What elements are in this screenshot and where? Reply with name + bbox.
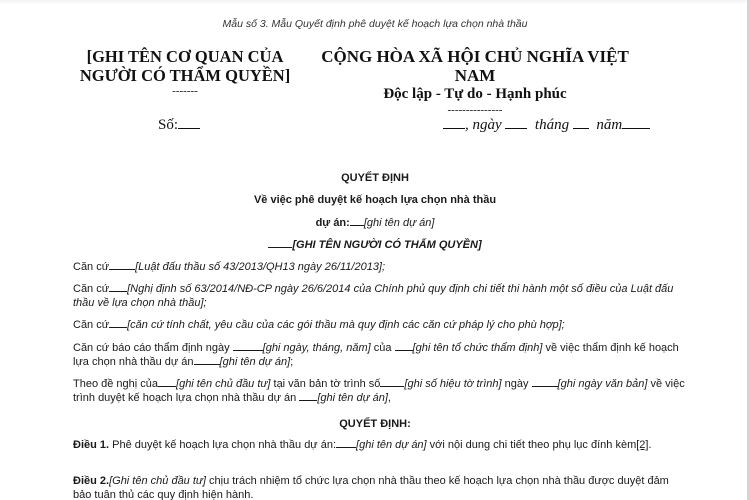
blank bbox=[233, 341, 263, 351]
document-number bbox=[158, 117, 200, 134]
basis-prefix: Căn cứ bbox=[73, 261, 110, 273]
month-label: tháng bbox=[534, 117, 570, 133]
number-label: Số: bbox=[158, 117, 179, 133]
project-blank bbox=[350, 216, 364, 226]
basis-prefix: Căn cứ bbox=[73, 283, 110, 295]
project-label: dự án: bbox=[315, 217, 350, 229]
placeholder: [ghi tên tổ chức thẩm định] bbox=[412, 342, 543, 354]
project-placeholder: [ghi tên dự án] bbox=[363, 217, 435, 229]
authority-blank bbox=[268, 238, 292, 248]
placeholder: [ghi tên chủ đầu tư] bbox=[176, 378, 271, 390]
basis-text: [căn cứ tính chất, yêu cầu của các gói thầu mà quy định các căn cứ pháp lý cho phù hợp]; bbox=[127, 319, 565, 331]
text: về việc trình duyệt kế hoạch lựa chọn nhà thầu dự án bbox=[73, 378, 685, 404]
year-blank bbox=[622, 117, 650, 129]
document-date bbox=[443, 117, 650, 134]
national-header bbox=[300, 47, 650, 116]
authority-separator: ------- bbox=[172, 85, 198, 97]
text: chịu trách nhiệm tổ chức lựa chọn nhà thầu theo kế hoạch lựa chọn nhà thầu được duyệt đảm bảo tuân thủ các quy định hiện hành. bbox=[73, 475, 669, 500]
day-blank bbox=[505, 117, 527, 129]
authority-placeholder: [GHI TÊN NGƯỜI CÓ THẨM QUYỀN] bbox=[292, 239, 482, 251]
basis-text: [Nghị định số 63/2014/NĐ-CP ngày 26/6/2014 của Chính phủ quy định chi tiết thi hành một số điều của Luật đấu thầu về lựa chọn nhà thầu]; bbox=[73, 283, 674, 309]
blank bbox=[194, 355, 220, 365]
decision-project bbox=[0, 216, 750, 229]
text: , bbox=[387, 392, 391, 404]
article-1 bbox=[73, 438, 685, 452]
decision-heading: QUYẾT ĐỊNH: bbox=[339, 418, 411, 430]
number-blank bbox=[178, 117, 200, 129]
basis-blank bbox=[109, 318, 127, 328]
authority-line-2: NGƯỜI CÓ THẨM QUYỀN] bbox=[79, 66, 291, 85]
proposal-basis bbox=[73, 377, 685, 405]
placeholder: [ghi ngày, tháng, năm] bbox=[262, 342, 371, 354]
text: ; bbox=[290, 356, 294, 368]
legal-basis-3 bbox=[73, 318, 685, 332]
text: với nội dung chi tiết theo phụ lục đính kèm bbox=[426, 439, 637, 451]
basis-blank bbox=[109, 282, 127, 292]
form-caption: Mẫu số 3. Mẫu Quyết định phê duyệt kế hoạch lựa chọn nhà thầu bbox=[222, 18, 528, 30]
national-title: CỘNG HÒA XÃ HỘI CHỦ NGHĨA VIỆT NAM bbox=[321, 47, 629, 85]
text: tại văn bản tờ trình số bbox=[270, 378, 381, 390]
text: Theo đề nghị của bbox=[73, 378, 159, 390]
text: Phê duyệt kế hoạch lựa chọn nhà thầu dự án: bbox=[109, 439, 337, 451]
placeholder: [ghi số hiệu tờ trình] bbox=[404, 378, 502, 390]
basis-blank bbox=[109, 260, 135, 270]
placeholder: [ghi tên dự án] bbox=[356, 439, 427, 451]
national-motto: Độc lập - Tự do - Hạnh phúc bbox=[383, 86, 567, 102]
footnote-link[interactable]: [2] bbox=[636, 439, 649, 451]
national-separator: --------------- bbox=[447, 104, 503, 116]
blank bbox=[299, 391, 317, 401]
page-top-shadow bbox=[0, 0, 747, 4]
text: về việc thẩm định kế hoạch lựa chọn nhà thầu dự án bbox=[73, 342, 679, 368]
decision-subject: Về việc phê duyệt kế hoạch lựa chọn nhà thầu bbox=[253, 194, 497, 206]
text: Căn cứ báo cáo thẩm định ngày bbox=[73, 342, 233, 354]
authority-line-1: [GHI TÊN CƠ QUAN CỦA bbox=[86, 47, 284, 66]
placeholder: [ghi tên dự án] bbox=[317, 392, 388, 404]
basis-text: [Luật đấu thầu số 43/2013/QH13 ngày 26/11/2013]; bbox=[135, 261, 386, 273]
blank bbox=[380, 377, 404, 387]
text: . bbox=[648, 439, 652, 451]
article-2 bbox=[73, 474, 685, 500]
text: của bbox=[370, 342, 395, 354]
placeholder: [ghi tên dự án] bbox=[219, 356, 291, 368]
place-blank bbox=[443, 117, 465, 129]
blank bbox=[532, 377, 558, 387]
placeholder: [Ghi tên chủ đầu tư] bbox=[109, 475, 206, 487]
blank bbox=[158, 377, 176, 387]
day-label: , ngày bbox=[465, 117, 502, 133]
appraisal-basis bbox=[73, 341, 685, 369]
legal-basis-1 bbox=[73, 260, 685, 274]
text: ngày bbox=[501, 378, 532, 390]
blank bbox=[336, 438, 356, 448]
month-blank bbox=[573, 117, 589, 129]
article-label: Điều 1. bbox=[73, 439, 110, 451]
year-label: năm bbox=[596, 117, 623, 133]
issuing-authority-header bbox=[60, 47, 310, 97]
decision-authority bbox=[0, 238, 750, 251]
basis-prefix: Căn cứ bbox=[73, 319, 110, 331]
placeholder: [ghi ngày văn bản] bbox=[557, 378, 648, 390]
decision-title: QUYẾT ĐỊNH bbox=[341, 172, 409, 184]
legal-basis-2 bbox=[73, 282, 685, 310]
article-label: Điều 2. bbox=[73, 475, 110, 487]
blank bbox=[395, 341, 413, 351]
